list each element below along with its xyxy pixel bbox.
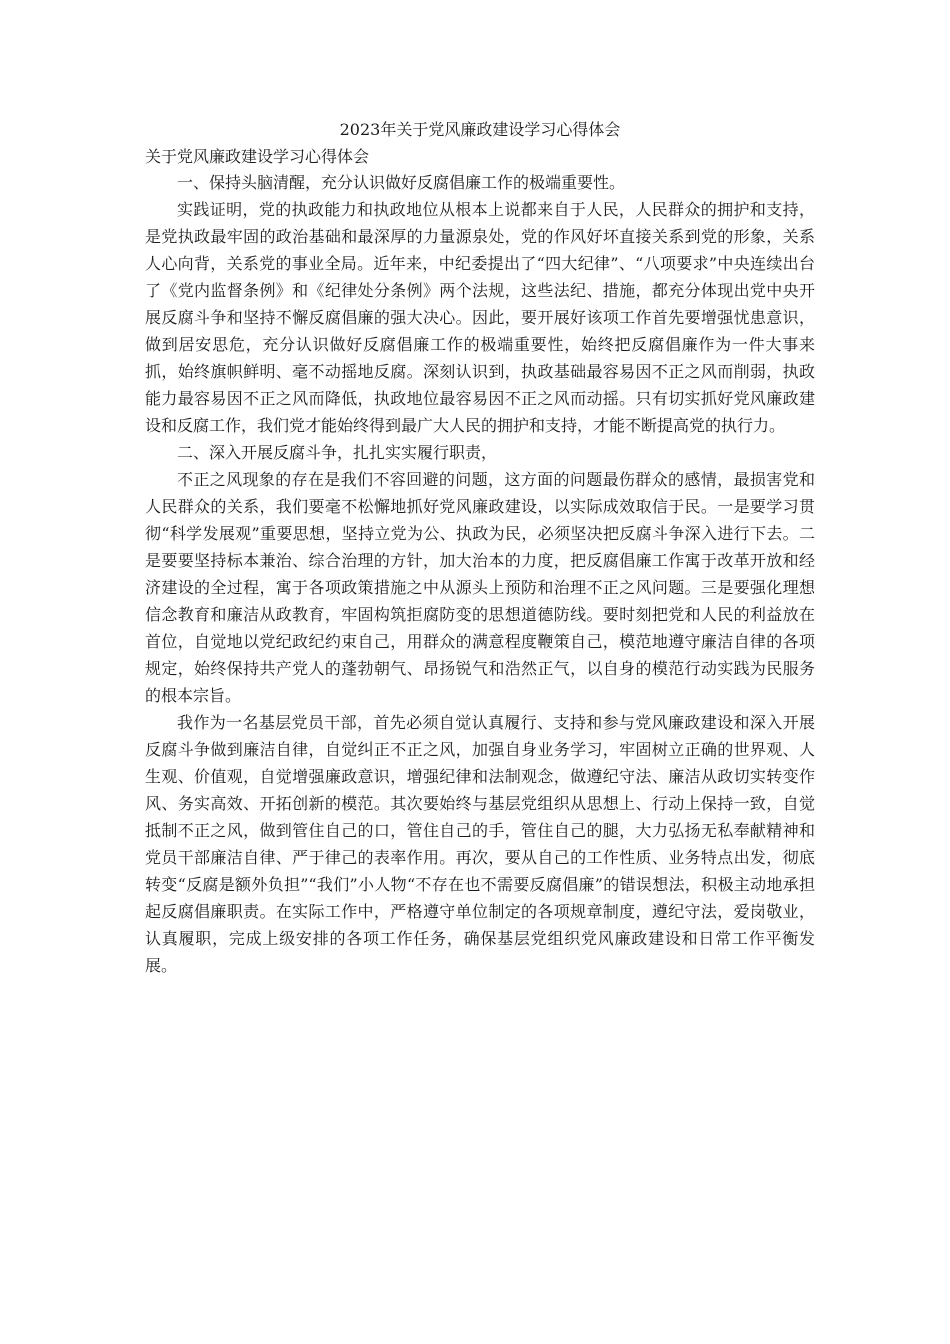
document-title: 2023年关于党风廉政建设学习心得体会 (339, 120, 621, 139)
section-1-heading: 一、保持头脑清醒，充分认识做好反腐倡廉工作的极端重要性。 (177, 173, 626, 192)
section-2-paragraph-2: 我作为一名基层党员干部，首先必须自觉认真履行、支持和参与党风廉政建设和深入开展反腐斗争做到廉洁自律，自觉纠正不正之风，加强自身业务学习，牢固树立正确的世界观、人生观、价值观，自觉增强廉政意识，增强纪律和法制观念，做遵纪守法、廉洁从政切实转变作风、务实高效、开拓创新的模范。其次要始终与基层党组织从思想上、行动上保持一致，自觉抵制不正之风，做到管住自己的口，管住自己的手，管住自己的腿，大力弘扬无私奉献精神和党员干部廉洁自律、严于律己的表率作用。再次，要从自己的工作性质、业务特点出发，彻底转变“反腐是额外负担”“我们”小人物“不存在也不需要反腐倡廉”的错误想法，积极主动地承担起反腐倡廉职责。在实际工作中，严格遵守单位制定的各项规章制度，遵纪守法，爱岗敬业，认真履职，完成上级安排的各项工作任务，确保基层党组织党风廉政建设和日常工作平衡发展。 (145, 713, 815, 975)
document-page (145, 118, 815, 979)
document-subtitle: 关于党风廉政建设学习心得体会 (145, 147, 370, 166)
section-2-paragraph-1: 不正之风现象的存在是我们不容回避的问题，这方面的问题最伤群众的感情，最损害党和人民群众的关系，我们要毫不松懈地抓好党风廉政建设，以实际成效取信于民。一是要学习贯彻“科学发展观”重要思想，坚持立党为公、执政为民，必须坚决把反腐斗争深入进行下去。二是要要坚持标本兼治、综合治理的方针，加大治本的力度，把反腐倡廉工作寓于改革开放和经济建设的全过程，寓于各项政策措施之中从源头上预防和治理不正之风问题。三是要强化理想信念教育和廉洁从政教育，牢固构筑拒腐防变的思想道德防线。要时刻把党和人民的利益放在首位，自觉地以党纪政纪约束自己，用群众的满意程度鞭策自己，模范地遵守廉洁自律的各项规定，始终保持共产党人的蓬勃朝气、昂扬锐气和浩然正气，以自身的模范行动实践为民服务的根本宗旨。 (145, 470, 815, 705)
section-2-heading: 二、深入开展反腐斗争，扎扎实实履行职责， (177, 443, 498, 462)
section-1-paragraph-1: 实践证明，党的执政能力和执政地位从根本上说都来自于人民，人民群众的拥护和支持，是党执政最牢固的政治基础和最深厚的力量源泉处，党的作风好坏直接关系到党的形象，关系人心向背，关系党的事业全局。近年来，中纪委提出了“四大纪律”、“八项要求”中央连续出台了《党内监督条例》和《纪律处分条例》两个法规，这些法纪、措施，都充分体现出党中央开展反腐斗争和坚持不懈反腐倡廉的强大决心。因此，要开展好该项工作首先要增强忧患意识，做到居安思危，充分认识做好反腐倡廉工作的极端重要性，始终把反腐倡廉作为一件大事来抓，始终旗帜鲜明、毫不动摇地反腐。深刻认识到，执政基础最容易因不正之风而削弱，执政能力最容易因不正之风而降低，执政地位最容易因不正之风而动摇。只有切实抓好党风廉政建设和反腐工作，我们党才能始终得到最广大人民的拥护和支持，才能不断提高党的执行力。 (145, 200, 815, 435)
